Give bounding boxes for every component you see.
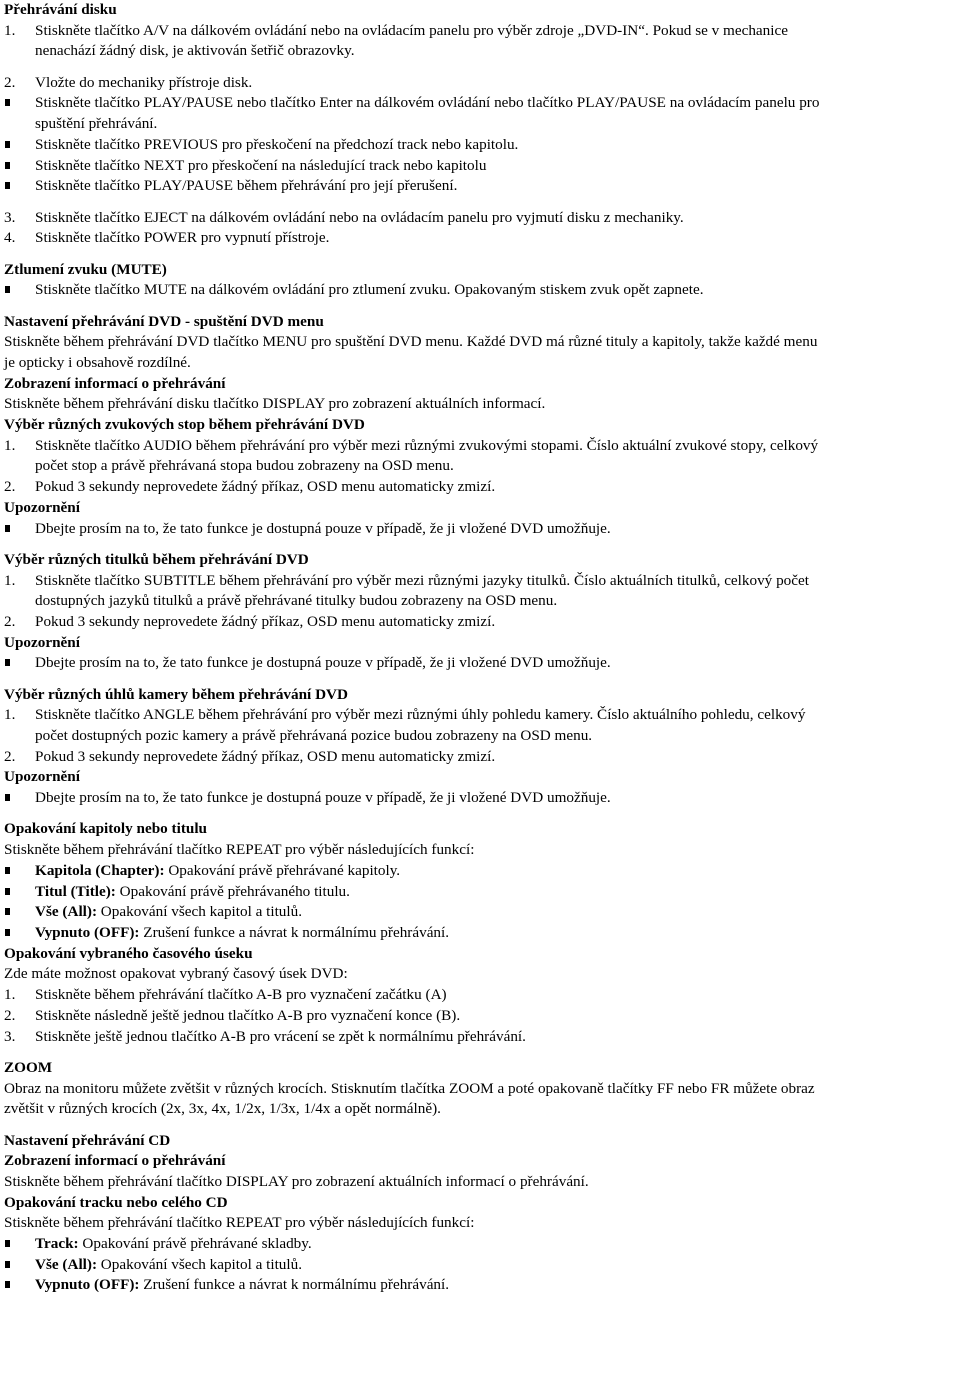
step-text: Stiskněte tlačítko POWER pro vypnutí přístroje. [35,229,330,247]
numbered-step [4,1027,956,1048]
bullet-term: Kapitola (Chapter): [35,861,165,879]
square-bullet-icon [4,1234,35,1255]
subsection-heading-cd-repeat: Opakování tracku nebo celého CD [4,1193,228,1211]
step-number: 2. [4,612,16,630]
section-heading-playback: Přehrávání disku [4,1,117,18]
square-bullet-icon [4,902,35,923]
step-text: Stiskněte tlačítko A/V na dálkovém ovládání nebo na ovládacím panelu pro výběr zdroje „DVD-IN“. Pokud se v mechanice [35,21,788,39]
square-bullet-icon [4,788,35,809]
square-bullet-icon [4,519,35,540]
numbered-step [4,1006,956,1027]
step-text-continuation: nenachází žádný disk, je aktivován šetřič obrazovky. [35,42,355,60]
bullet-text-continuation: spuštění přehrávání. [35,115,158,133]
numbered-step [4,436,956,457]
step-number: 3. [4,208,16,226]
numbered-step [4,228,956,249]
step-text: Stiskněte následně ještě jednou tlačítko A-B pro vyznačení konce (B). [35,1006,461,1024]
numbered-step [4,73,956,94]
bullet-desc: Opakování právě přehrávané skladby. [78,1235,312,1253]
step-text: Stiskněte tlačítko AUDIO během přehrávání pro výběr mezi různými zvukovými stopami. Číslo aktuální zvukové stopy, celkový [35,436,819,454]
bullet-item [4,135,956,156]
bullet-item [4,93,956,114]
step-number: 1. [4,986,16,1004]
square-bullet-icon [4,882,35,903]
numbered-step [4,705,956,726]
step-text: Pokud 3 sekundy neprovedete žádný příkaz, OSD menu automaticky zmizí. [35,612,496,630]
bullet-text: Dbejte prosím na to, že tato funkce je dostupná pouze v případě, že ji vložené DVD umožňuje. [35,654,611,672]
step-number: 2. [4,73,16,91]
numbered-step [4,21,956,42]
subsection-heading-cd-info: Zobrazení informací o přehrávání [4,1152,226,1170]
bullet-text: Stiskněte tlačítko PREVIOUS pro přeskočení na předchozí track nebo kapitolu. [35,135,519,153]
bullet-desc: Opakování právě přehrávaného titulu. [115,882,350,900]
bullet-item [4,176,956,197]
bullet-item [4,1275,956,1296]
bullet-desc: Zrušení funkce a návrat k normálnímu přehrávání. [139,923,450,941]
bullet-desc: Zrušení funkce a návrat k normálnímu přehrávání. [139,1276,450,1294]
bullet-text: Stiskněte tlačítko NEXT pro přeskočení na následující track nebo kapitolu [35,156,487,174]
step-number: 2. [4,747,16,765]
section-heading-mute: Ztlumení zvuku (MUTE) [4,260,167,278]
square-bullet-icon [4,653,35,674]
bullet-item [4,1234,956,1255]
step-text: Stiskněte tlačítko SUBTITLE během přehrávání pro výběr mezi různými jazyky titulků. Číslo aktuálních titulků, celkový počet [35,571,809,589]
bullet-text: Stiskněte tlačítko MUTE na dálkovém ovládání pro ztlumení zvuku. Opakovaným stiskem zvuk opět zapnete. [35,281,704,299]
square-bullet-icon [4,861,35,882]
step-text: Stiskněte ještě jednou tlačítko A-B pro vrácení se zpět k normálnímu přehrávání. [35,1027,526,1045]
step-number: 1. [4,436,16,454]
section-heading-subtitle: Výběr různých titulků během přehrávání DVD [4,550,309,568]
square-bullet-icon [4,93,35,114]
section-heading-audio: Výběr různých zvukových stop během přehrávání DVD [4,416,365,434]
bullet-text: Stiskněte tlačítko PLAY/PAUSE během přehrávání pro její přerušení. [35,177,458,195]
section-heading-ab-repeat: Opakování vybraného časového úseku [4,944,253,962]
numbered-step [4,747,956,768]
note-heading: Upozornění [4,498,80,516]
bullet-text [35,1275,956,1296]
step-number: 2. [4,478,16,496]
section-heading-repeat: Opakování kapitoly nebo titulu [4,820,207,838]
bullet-text: Dbejte prosím na to, že tato funkce je dostupná pouze v případě, že ji vložené DVD umožňuje. [35,519,611,537]
bullet-term: Vypnuto (OFF): [35,1276,140,1294]
square-bullet-icon [4,1255,35,1276]
bullet-item [4,861,956,882]
bullet-item [4,519,956,540]
square-bullet-icon [4,156,35,177]
paragraph: zvětšit v různých krocích (2x, 3x, 4x, 1/2x, 1/3x, 1/4x a opět normálně). [4,1100,441,1118]
step-text: Pokud 3 sekundy neprovedete žádný příkaz, OSD menu automaticky zmizí. [35,478,496,496]
paragraph: Stiskněte během přehrávání DVD tlačítko MENU pro spuštění DVD menu. Každé DVD má různé tituly a kapitoly, takže každé menu [4,333,818,351]
bullet-item [4,280,956,301]
step-text-continuation: dostupných jazyků titulků a právě přehrávané titulky budou zobrazeny na OSD menu. [35,592,558,610]
bullet-item [4,923,956,944]
bullet-term: Titul (Title): [35,882,116,900]
step-text: Stiskněte během přehrávání tlačítko A-B pro vyznačení začátku (A) [35,986,447,1004]
bullet-text: Stiskněte tlačítko PLAY/PAUSE nebo tlačítko Enter na dálkovém ovládání nebo tlačítko PLAY/PAUSE na ovládacím panelu pro [35,94,820,112]
bullet-item [4,156,956,177]
numbered-step [4,477,956,498]
numbered-step [4,985,956,1006]
section-heading-zoom: ZOOM [4,1058,53,1076]
square-bullet-icon [4,1275,35,1296]
bullet-text [35,902,956,923]
note-heading: Upozornění [4,633,80,651]
paragraph: Stiskněte během přehrávání tlačítko DISPLAY pro zobrazení aktuálních informací o přehrávání. [4,1172,589,1190]
paragraph: Stiskněte během přehrávání tlačítko REPEAT pro výběr následujících funkcí: [4,841,475,859]
bullet-text [35,923,956,944]
bullet-item [4,882,956,903]
paragraph: Stiskněte během přehrávání tlačítko REPEAT pro výběr následujících funkcí: [4,1214,475,1232]
bullet-text [35,861,956,882]
step-text: Vložte do mechaniky přístroje disk. [35,73,253,91]
section-heading-info: Zobrazení informací o přehrávání [4,374,226,392]
paragraph: Stiskněte během přehrávání disku tlačítko DISPLAY pro zobrazení aktuálních informací. [4,395,546,413]
bullet-item [4,902,956,923]
step-text-continuation: počet stop a právě přehrávaná stopa budou zobrazeny na OSD menu. [35,457,454,475]
bullet-item [4,1255,956,1276]
section-heading-cd: Nastavení přehrávání CD [4,1131,171,1149]
bullet-desc: Opakování právě přehrávané kapitoly. [164,861,401,879]
bullet-term: Track: [35,1235,79,1253]
step-number: 3. [4,1027,16,1045]
bullet-term: Vše (All): [35,903,97,921]
square-bullet-icon [4,923,35,944]
bullet-text [35,1255,956,1276]
bullet-term: Vypnuto (OFF): [35,923,140,941]
square-bullet-icon [4,135,35,156]
bullet-item [4,788,956,809]
bullet-text [35,882,956,903]
bullet-text: Dbejte prosím na to, že tato funkce je dostupná pouze v případě, že ji vložené DVD umožňuje. [35,789,611,807]
bullet-item [4,653,956,674]
step-number: 1. [4,571,16,589]
paragraph: Zde máte možnost opakovat vybraný časový úsek DVD: [4,965,348,983]
square-bullet-icon [4,176,35,197]
bullet-desc: Opakování všech kapitol a titulů. [97,1255,302,1273]
step-text: Stiskněte tlačítko EJECT na dálkovém ovládání nebo na ovládacím panelu pro vyjmutí disku z mechaniky. [35,208,684,226]
step-number: 4. [4,229,16,247]
square-bullet-icon [4,280,35,301]
section-heading-angle: Výběr různých úhlů kamery během přehrávání DVD [4,685,348,703]
paragraph: je opticky i obsahově rozdílné. [4,353,191,371]
bullet-text [35,1234,956,1255]
note-heading: Upozornění [4,768,80,786]
step-number: 2. [4,1006,16,1024]
numbered-step [4,208,956,229]
paragraph: Obraz na monitoru můžete zvětšit v různých krocích. Stisknutím tlačítka ZOOM a poté opakovaně tlačítky FF nebo FR můžete obraz [4,1079,815,1097]
numbered-step [4,571,956,592]
step-text: Stiskněte tlačítko ANGLE během přehrávání pro výběr mezi různými úhly pohledu kamery. Číslo aktuálního pohledu, celkový [35,706,806,724]
numbered-step [4,612,956,633]
bullet-term: Vše (All): [35,1255,97,1273]
step-text: Pokud 3 sekundy neprovedete žádný příkaz, OSD menu automaticky zmizí. [35,747,496,765]
step-number: 1. [4,21,16,39]
step-text-continuation: počet dostupných pozic kamery a právě přehrávaná pozice budou zobrazeny na OSD menu. [35,727,593,745]
step-number: 1. [4,706,16,724]
section-heading-dvd-menu: Nastavení přehrávání DVD - spuštění DVD menu [4,312,324,330]
bullet-desc: Opakování všech kapitol a titulů. [97,903,302,921]
